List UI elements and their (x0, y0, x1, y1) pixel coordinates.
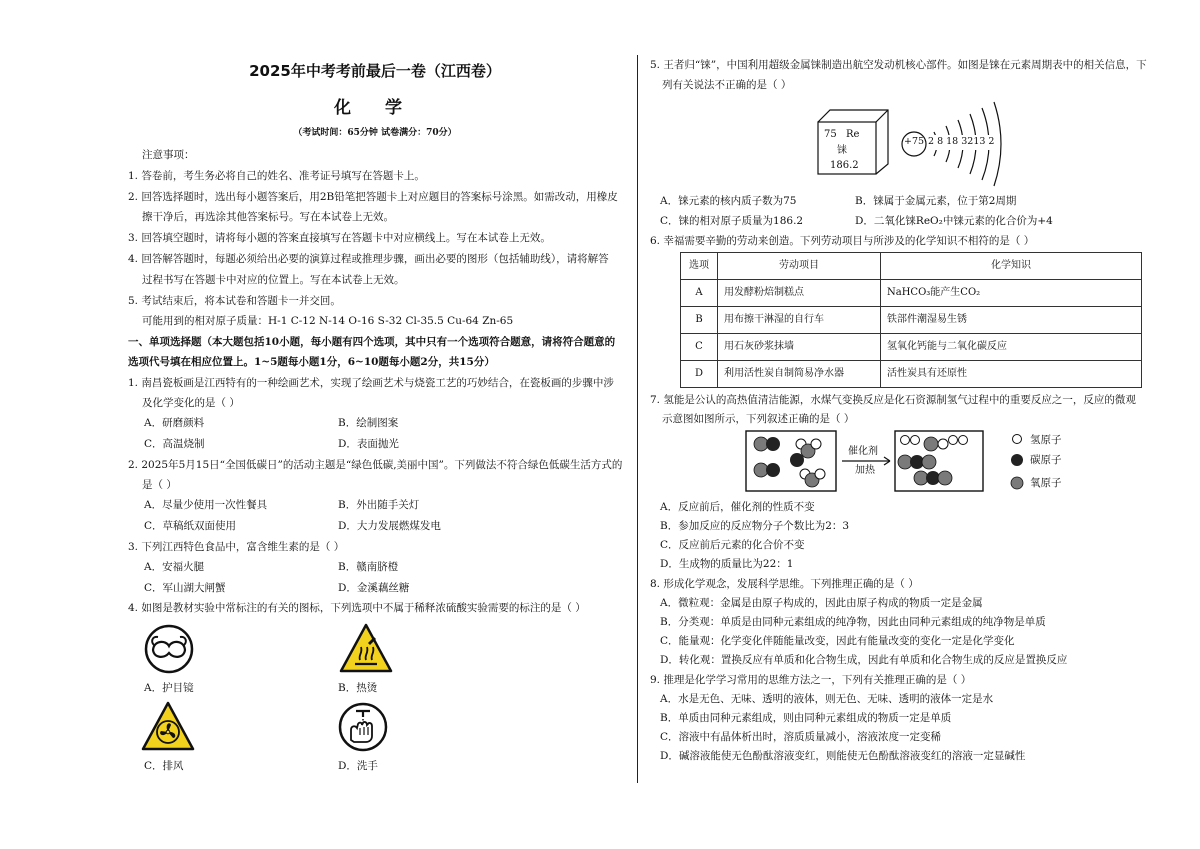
q9-stem: 9. 推理是化学学习常用的思维方法之一，下列有关推理正确的是（ ） (650, 674, 972, 686)
q5-option-d: D．二氧化铼ReO₂中铼元素的化合价为+4 (855, 215, 1053, 227)
heating-label: 加热 (855, 465, 875, 476)
note-5: 5. 考试结束后，将本试卷和答题卡一并交回。 (128, 295, 341, 307)
q7-option-a: A．反应前后，催化剂的性质不变 (660, 501, 815, 513)
table-cell: 用布擦干淋湿的自行车 (718, 307, 881, 334)
q4-option-b: B．热烫 (338, 682, 378, 694)
q4-option-a: A．护目镜 (144, 682, 194, 694)
q8-option-b: B．分类观：单质是由同种元素组成的纯净物，因此由同种元素组成的纯净物是单质 (660, 616, 1046, 628)
q8-stem: 8. 形成化学观念，发展科学思维。下列推理正确的是（ ） (650, 578, 919, 590)
page-title: 2025年中考考前最后一卷（江西卷） (249, 62, 501, 80)
note-4-cont: 过程书写在答题卡中对应的位置上。写在本试卷上无效。 (142, 274, 405, 286)
q2-stem-cont: 是（ ） (142, 479, 177, 491)
table-header: 劳动项目 (718, 253, 881, 280)
table-header-row (681, 253, 1142, 280)
legend-hydrogen: 氢原子 (1030, 434, 1062, 446)
column-divider (637, 55, 638, 783)
notes-title: 注意事项： (142, 149, 195, 161)
hand-wash-icon (338, 702, 388, 752)
table-header: 选项 (681, 253, 718, 280)
table-cell: C (681, 334, 718, 361)
q7-option-c: C．反应前后元素的化合价不变 (660, 539, 805, 551)
q2-stem: 2. 2025年5月15日“全国低碳日”的活动主题是“绿色低碳,美丽中国”。下列做法不符合绿色低碳生活方式的 (128, 459, 623, 471)
table-row (681, 361, 1142, 388)
q4-option-d: D．洗手 (338, 760, 378, 772)
table-cell: 活性炭具有还原性 (881, 361, 1142, 388)
q5-stem-cont: 列有关说法不正确的是（ ） (662, 79, 792, 91)
table-cell: 铁部件潮湿易生锈 (881, 307, 1142, 334)
exhaust-fan-icon (140, 700, 196, 752)
table-cell: A (681, 280, 718, 307)
table-cell: 用发酵粉焙制糕点 (718, 280, 881, 307)
table-header: 化学知识 (881, 253, 1142, 280)
element-mass: 186.2 (830, 160, 859, 171)
note-4: 4. 回答解答题时，每题必须给出必要的演算过程或推理步骤，画出必要的图形（包括辅助线），请将解答 (128, 253, 609, 265)
q6-table (680, 252, 1142, 388)
exam-info: （考试时间：65分钟 试卷满分：70分） (293, 128, 457, 138)
q1-stem: 1. 南昌瓷板画是江西特有的一种绘画艺术，实现了绘画艺术与烧瓷工艺的巧妙结合，在瓷板画的步骤中涉 (128, 377, 614, 389)
q2-option-c: C．草稿纸双面使用 (144, 520, 237, 532)
q1-option-c: C．高温烧制 (144, 438, 205, 450)
element-name: 铼 (837, 145, 847, 156)
goggles-icon (144, 624, 194, 674)
note-2: 2. 回答选择题时，选出每小题答案后，用2B铅笔把答题卡上对应题目的答案标号涂黑。如需改动，用橡皮 (128, 191, 618, 203)
table-row (681, 280, 1142, 307)
q5-option-c: C．铼的相对原子质量为186.2 (660, 215, 804, 227)
q8-option-c: C．能量观：化学变化伴随能量改变，因此有能量改变的变化一定是化学变化 (660, 635, 1015, 647)
q7-stem-cont: 示意图如图所示，下列叙述正确的是（ ） (662, 413, 855, 425)
q1-option-b: B．绘制图案 (338, 417, 399, 429)
q8-option-d: D．转化观：置换反应有单质和化合物生成，因此有单质和化合物生成的反应是置换反应 (660, 654, 1068, 666)
q6-stem: 6. 幸福需要辛勤的劳动来创造。下列劳动项目与所涉及的化学知识不相符的是（ ） (650, 235, 1035, 247)
table-row (681, 334, 1142, 361)
table-cell: 利用活性炭自制简易净水器 (718, 361, 881, 388)
q3-option-a: A．安福火腿 (144, 561, 205, 573)
reaction-diagram (745, 428, 985, 494)
q7-stem: 7. 氢能是公认的高热值清洁能源，水煤气变换反应是化石资源制氢气过程中的重要反应之一，反应的微观 (650, 394, 1136, 406)
q3-option-c: C．军山湖大闸蟹 (144, 582, 226, 594)
atom-shells: 2 8 18 3213 2 (928, 135, 994, 150)
element-number: 75 (824, 129, 837, 140)
element-symbol: Re (846, 129, 860, 140)
q9-option-d: D．碱溶液能使无色酚酞溶液变红，则能使无色酚酞溶液变红的溶液一定显碱性 (660, 750, 1026, 762)
q9-option-b: B．单质由同种元素组成，则由同种元素组成的物质一定是单质 (660, 712, 952, 724)
q4-stem: 4. 如图是教材实验中常标注的有关的图标，下列选项中不属于稀释浓硫酸实验需要的标注的是（ ） (128, 602, 586, 614)
q2-option-b: B．外出随手关灯 (338, 499, 420, 511)
q2-option-a: A．尽量少使用一次性餐具 (144, 499, 268, 511)
table-cell: 用石灰砂浆抹墙 (718, 334, 881, 361)
note-3: 3. 回答填空题时，请将每小题的答案直接填写在答题卡中对应横线上。写在本试卷上无效。 (128, 232, 551, 244)
table-cell: NaHCO₃能产生CO₂ (881, 280, 1142, 307)
q9-option-c: C．溶液中有晶体析出时，溶质质量减小，溶液浓度一定变稀 (660, 731, 942, 743)
note-2-cont: 擦干净后，再选涂其他答案标号。写在本试卷上无效。 (142, 211, 394, 223)
subject-title: 化 学 (334, 98, 416, 118)
q9-option-a: A．水是无色、无味、透明的液体，则无色、无味、透明的液体一定是水 (660, 693, 994, 705)
q7-option-d: D．生成物的质量比为22：1 (660, 558, 794, 570)
q1-stem-cont: 及化学变化的是（ ） (142, 397, 240, 409)
q4-option-c: C．排风 (144, 760, 184, 772)
table-cell: B (681, 307, 718, 334)
q2-option-d: D．大力发展燃煤发电 (338, 520, 441, 532)
atom-nucleus: +75 (904, 136, 925, 147)
q5-stem: 5. 王者归“铼”，中国利用超级金属铼制造出航空发动机核心部件。如图是铼在元素周期表中的相关信息，下 (650, 59, 1147, 71)
q3-option-d: D．金溪藕丝糖 (338, 582, 410, 594)
q5-option-a: A．铼元素的核内质子数为75 (660, 195, 797, 207)
catalyst-label: 催化剂 (848, 446, 878, 457)
atomic-masses: 可能用到的相对原子质量：H-1 C-12 N-14 O-16 S-32 Cl-35.5 Cu-64 Zn-65 (142, 315, 514, 327)
section1-heading: 一、单项选择题（本大题包括10小题，每小题有四个选项，其中只有一个选项符合题意，请将符合题意的 (128, 336, 616, 348)
q3-option-b: B．赣南脐橙 (338, 561, 399, 573)
atom-legend-icons (1010, 432, 1024, 492)
legend-carbon: 碳原子 (1030, 454, 1062, 466)
q3-stem: 3. 下列江西特色食品中，富含维生素的是（ ） (128, 541, 345, 553)
table-cell: D (681, 361, 718, 388)
table-cell: 氢氧化钙能与二氧化碳反应 (881, 334, 1142, 361)
legend-oxygen: 氧原子 (1030, 477, 1062, 489)
q7-option-b: B．参加反应的反应物分子个数比为2：3 (660, 520, 850, 532)
q1-option-a: A．研磨颜料 (144, 417, 205, 429)
hot-surface-icon (338, 622, 394, 674)
section1-heading-cont: 选项代号填在相应位置上。1~5题每小题1分，6~10题每小题2分，共15分） (128, 356, 495, 368)
q5-option-b: B．铼属于金属元素，位于第2周期 (855, 195, 1017, 207)
table-row (681, 307, 1142, 334)
note-1: 1. 答卷前，考生务必将自己的姓名、准考证号填写在答题卡上。 (128, 170, 425, 182)
q1-option-d: D．表面抛光 (338, 438, 399, 450)
q8-option-a: A．微粒观：金属是由原子构成的，因此由原子构成的物质一定是金属 (660, 597, 983, 609)
